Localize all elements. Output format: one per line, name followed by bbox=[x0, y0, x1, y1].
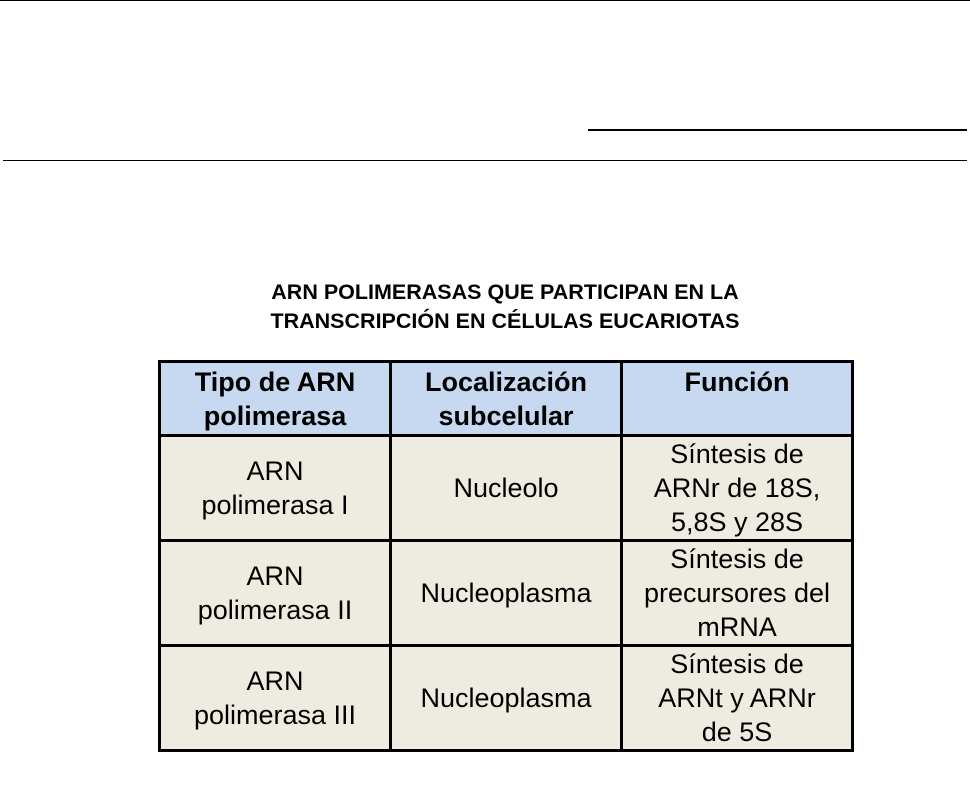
cell-localizacion: Nucleoplasma bbox=[391, 541, 622, 646]
header-divider bbox=[3, 160, 967, 161]
table-title bbox=[160, 278, 850, 336]
header-tipo: Tipo de ARN polimerasa bbox=[160, 362, 391, 436]
table-row bbox=[160, 436, 853, 541]
table-row bbox=[160, 646, 853, 751]
cell-funcion: Síntesis de precursores del mRNA bbox=[622, 541, 853, 646]
top-rule bbox=[0, 0, 970, 1]
header-localizacion: Localización subcelular bbox=[391, 362, 622, 436]
cell-tipo: ARN polimerasa II bbox=[160, 541, 391, 646]
cell-tipo: ARN polimerasa III bbox=[160, 646, 391, 751]
rna-polymerase-table bbox=[158, 360, 854, 752]
table-title-line-2: TRANSCRIPCIÓN EN CÉLULAS EUCARIOTAS bbox=[270, 309, 740, 333]
header-funcion: Función bbox=[622, 362, 853, 436]
table-row bbox=[160, 541, 853, 646]
cell-tipo: ARN polimerasa I bbox=[160, 436, 391, 541]
cell-funcion: Síntesis de ARNt y ARNr de 5S bbox=[622, 646, 853, 751]
cell-funcion: Síntesis de ARNr de 18S, 5,8S y 28S bbox=[622, 436, 853, 541]
signature-line bbox=[588, 129, 967, 131]
table-header-row bbox=[160, 362, 853, 436]
cell-localizacion: Nucleolo bbox=[391, 436, 622, 541]
table-title-line-1: ARN POLIMERASAS QUE PARTICIPAN EN LA bbox=[271, 280, 739, 304]
cell-localizacion: Nucleoplasma bbox=[391, 646, 622, 751]
